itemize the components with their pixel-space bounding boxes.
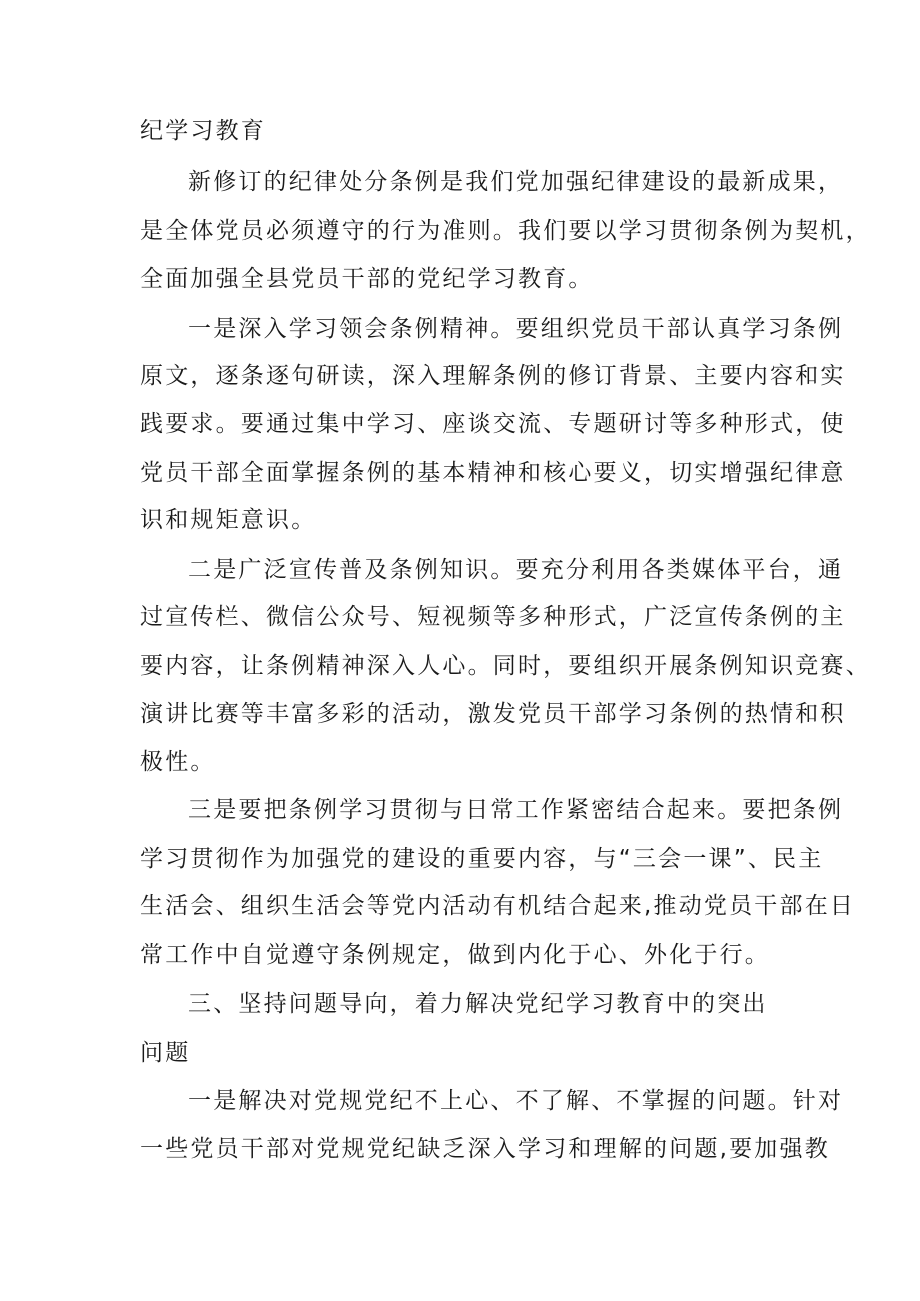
paragraph-first-line: 新修订的纪律处分条例是我们党加强纪律建设的最新成果， [188, 169, 844, 195]
paragraph-first-line: 一是深入学习领会条例精神。要组织党员干部认真学习条例 [188, 316, 844, 342]
text-line: 原文，逐条逐句研读，深入理解条例的修订背景、主要内容和实 [140, 363, 846, 389]
text-line: 极性。 [140, 749, 216, 775]
text-line: 党员干部全面掌握条例的基本精神和核心要义，切实增强纪律意 [140, 460, 846, 486]
text-line: 一些党员干部对党规党纪缺乏深入学习和理解的问题,要加强教 [140, 1136, 830, 1162]
paragraph-first-line: 三是要把条例学习贯彻与日常工作紧密结合起来。要把条例 [188, 797, 844, 823]
text-line: 是全体党员必须遵守的行为准则。我们要以学习贯彻条例为契机， [140, 218, 871, 244]
section-heading: 三、坚持问题导向，着力解决党纪学习教育中的突出 [188, 991, 768, 1017]
text-line: 常工作中自觉遵守条例规定，做到内化于心、外化于行。 [140, 942, 770, 968]
text-line: 学习贯彻作为加强党的建设的重要内容，与“三会一课”、民主 [140, 846, 824, 872]
text-line: 要内容，让条例精神深入人心。同时，要组织开展条例知识竞赛、 [140, 653, 871, 679]
text-line: 践要求。要通过集中学习、座谈交流、专题研讨等多种形式，使 [140, 411, 846, 437]
paragraph-first-line: 二是广泛宣传普及条例知识。要充分利用各类媒体平台，通 [188, 557, 844, 583]
section-heading-continuation: 问题 [140, 1040, 191, 1066]
text-line: 纪学习教育 [140, 118, 266, 144]
text-line: 生活会、组织生活会等党内活动有机结合起来,推动党员干部在日 [140, 893, 856, 919]
text-line: 全面加强全县党员干部的党纪学习教育。 [140, 266, 594, 292]
text-line: 演讲比赛等丰富多彩的活动，激发党员干部学习条例的热情和积 [140, 701, 846, 727]
text-line: 过宣传栏、微信公众号、短视频等多种形式，广泛宣传条例的主 [140, 604, 846, 630]
paragraph-first-line: 一是解决对党规党纪不上心、不了解、不掌握的问题。针对 [188, 1088, 844, 1114]
text-line: 识和规矩意识。 [140, 507, 317, 533]
